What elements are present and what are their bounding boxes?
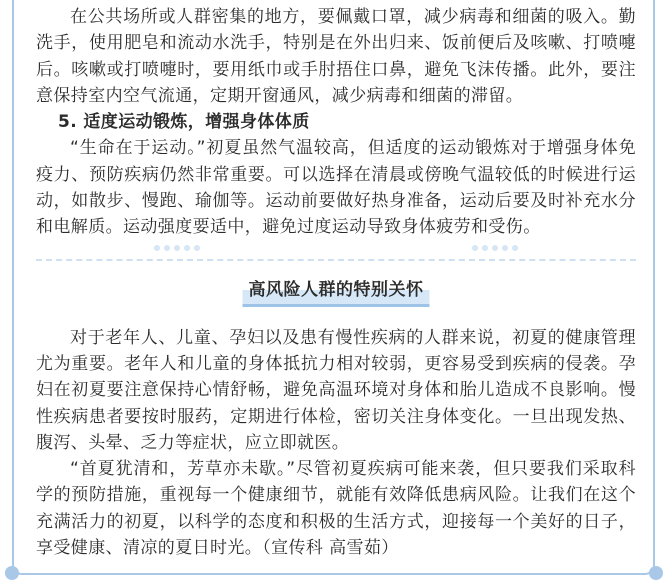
paragraph-hygiene: 在公共场所或人群密集的地方，要佩戴口罩，减少病毒和细菌的吸入。勤洗手，使用肥皂和流动水洗手，特别是在外出归来、饭前便后及咳嗽、打喷嚏后。咳嗽或打喷嚏时，要用纸巾或手肘捂住口鼻，避免飞沫传播。此外，要注意保持室内空气流通，定期开窗通风，减少病毒和细菌的滞留。 (36, 7, 636, 106)
dashed-divider-line (36, 259, 636, 261)
paragraph-closing: “首夏犹清和，芳草亦未歇。”尽管初夏疾病可能来袭，但只要我们采取科学的预防措施，重视每一个健康细节，就能有效降低患病风险。让我们在这个充满活力的初夏，以科学的态度和积极的生活方式，迎接每一个美好的日子，享受健康、清凉的夏日时光。（宣传科 高雪茹） (36, 459, 636, 559)
frame-corner-dot-right (649, 566, 663, 580)
section-divider (36, 241, 636, 325)
divider-dots-left (154, 245, 200, 251)
paragraph-high-risk: 对于老年人、儿童、孕妇以及患有慢性疾病的人群来说，初夏的健康管理尤为重要。老年人和儿童的身体抵抗力相对较弱，更容易受到疾病的侵袭。孕妇在初夏要注意保持心情舒畅，避免高温环境对身体和胎儿造成不良影响。慢性疾病患者要按时服药，定期进行体检，密切关注身体变化。一旦出现发热、腹泻、头晕、乏力等症状，应立即就医。 (36, 327, 636, 453)
high-risk-section (36, 325, 636, 562)
heading-exercise: 5. 适度运动锻炼，增强身体体质 (58, 112, 310, 133)
paragraph-exercise: “生命在于运动。”初夏虽然气温较高，但适度的运动锻炼对于增强身体免疫力、预防疾病仍然非常重要。可以选择在清晨或傍晚气温较低的时候进行运动，如散步、慢跑、瑜伽等。运动前要做好热身准备，运动后要及时补充水分和电解质。运动强度要适中，避免过度运动导致身体疲劳和受伤。 (36, 138, 636, 238)
frame-corner-dot-left (5, 566, 19, 580)
section-title-high-risk: 高风险人群的特别关怀 (243, 269, 430, 307)
article-body (36, 4, 636, 561)
divider-dots-right (472, 245, 518, 251)
